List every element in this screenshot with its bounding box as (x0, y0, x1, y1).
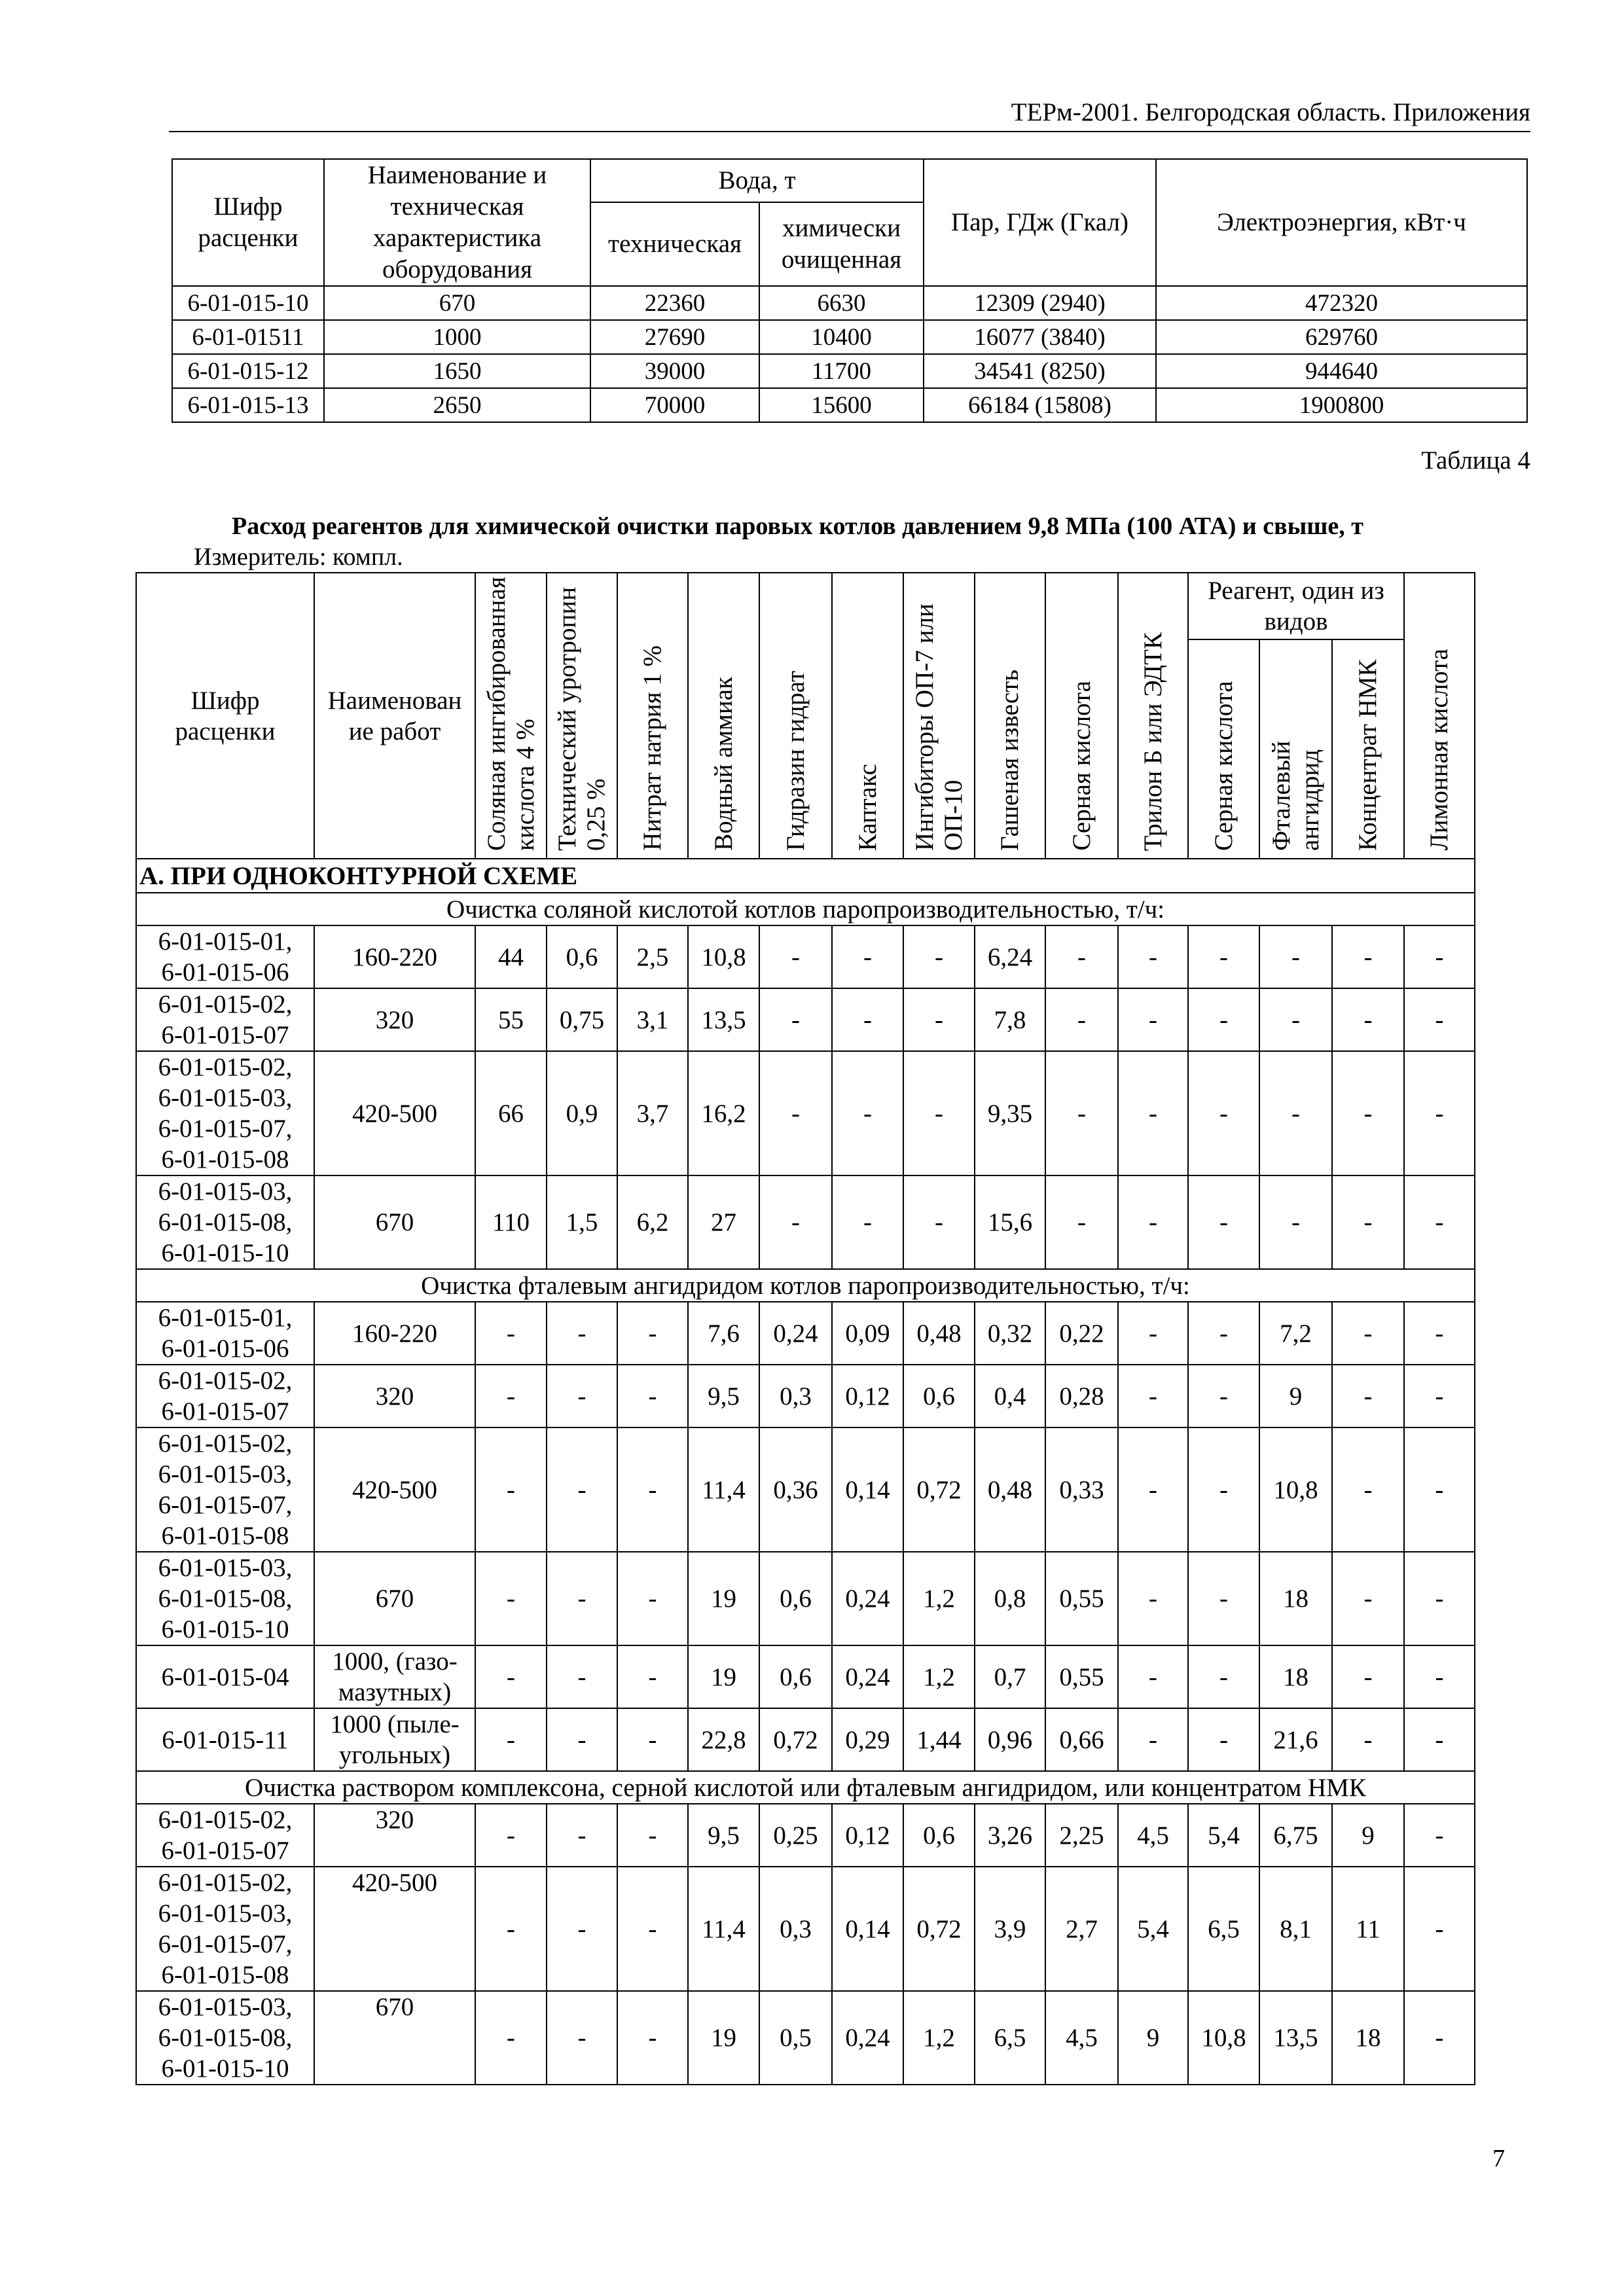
cell-value: - (617, 1427, 688, 1552)
cell-value: 6,75 (1259, 1804, 1332, 1867)
cell-water-chemical: 10400 (759, 320, 924, 354)
cell-value: - (1188, 1051, 1259, 1175)
cell-codes: 6-01-015-11 (136, 1708, 314, 1771)
subsection-hydrochloric (136, 893, 1475, 925)
cell-value: - (475, 1708, 547, 1771)
cell-value: - (547, 1991, 617, 2085)
cell-value: - (617, 1645, 688, 1708)
cell-water-technical: 27690 (590, 320, 759, 354)
table-row (136, 1645, 1475, 1708)
cell-value: - (1332, 1645, 1404, 1708)
cell-value: 3,9 (975, 1867, 1045, 1991)
cell-value: - (547, 1804, 617, 1867)
unit-label: Измеритель: компл. (194, 543, 403, 571)
subsection-hydrochloric-text: Очистка соляной кислотой котлов паропроизводительностью, т/ч: (446, 895, 1165, 924)
header-urotropine: Технический уротропин 0,25 % (547, 573, 617, 859)
header-equipment: Наименование и техническая характеристика оборудования (324, 159, 590, 286)
cell-water-technical: 70000 (590, 388, 759, 422)
cell-value: 7,6 (688, 1302, 759, 1365)
equipment-resources-table (171, 158, 1528, 423)
header-steam: Пар, ГДж (Гкал) (924, 159, 1156, 286)
cell-value: 13,5 (688, 988, 759, 1051)
cell-value: - (1118, 1552, 1188, 1645)
cell-value: 0,29 (832, 1708, 903, 1771)
cell-value: 0,12 (832, 1804, 903, 1867)
cell-codes: 6-01-015-03, 6-01-015-08, 6-01-015-10 (136, 1991, 314, 2085)
header-inhibitors: Ингибиторы ОП-7 или ОП-10 (903, 573, 975, 859)
cell-value: 8,1 (1259, 1867, 1332, 1991)
cell-electricity: 1900800 (1156, 388, 1527, 422)
running-header: ТЕРм-2001. Белгородская область. Приложения (1011, 98, 1530, 126)
cell-value: 0,7 (975, 1645, 1045, 1708)
cell-work-name: 160-220 (314, 925, 475, 988)
cell-value: 0,3 (759, 1867, 832, 1991)
cell-value: 0,48 (903, 1302, 975, 1365)
cell-value: - (1118, 1427, 1188, 1552)
cell-name: 670 (324, 286, 590, 320)
cell-value: 0,5 (759, 1991, 832, 2085)
cell-value: - (1118, 1365, 1188, 1427)
subsection-complexone (136, 1771, 1475, 1804)
cell-codes: 6-01-015-03, 6-01-015-08, 6-01-015-10 (136, 1175, 314, 1269)
header-reagent-phthalic: Фталевый ангидрид (1259, 639, 1332, 859)
cell-value: - (547, 1708, 617, 1771)
cell-value: - (1188, 1552, 1259, 1645)
header-ammonia: Водный аммиак (688, 573, 759, 859)
cell-work-name: 420-500 (314, 1427, 475, 1552)
cell-value: - (1118, 925, 1188, 988)
cell-value: 0,3 (759, 1365, 832, 1427)
header-slaked-lime: Гашеная известь (975, 573, 1045, 859)
table-row (136, 988, 1475, 1051)
cell-code: 6-01-01511 (172, 320, 324, 354)
cell-value: 3,7 (617, 1051, 688, 1175)
cell-name: 1650 (324, 354, 590, 388)
cell-codes: 6-01-015-02, 6-01-015-03, 6-01-015-07, 6-01-015-08 (136, 1427, 314, 1552)
cell-value: - (475, 1365, 547, 1427)
cell-value: 1,2 (903, 1552, 975, 1645)
cell-electricity: 629760 (1156, 320, 1527, 354)
cell-codes: 6-01-015-04 (136, 1645, 314, 1708)
header-water: Вода, т (590, 159, 924, 202)
cell-value: 18 (1332, 1991, 1404, 2085)
cell-value: - (617, 1991, 688, 2085)
cell-value: 19 (688, 1552, 759, 1645)
cell-value: 7,2 (1259, 1302, 1332, 1365)
cell-water-technical: 22360 (590, 286, 759, 320)
cell-value: - (1332, 1427, 1404, 1552)
cell-value: - (1045, 925, 1118, 988)
cell-value: - (547, 1302, 617, 1365)
header-sulfuric-acid: Серная кислота (1045, 573, 1118, 859)
cell-value: 9 (1118, 1991, 1188, 2085)
cell-value: 2,5 (617, 925, 688, 988)
cell-value: 16,2 (688, 1051, 759, 1175)
cell-value: - (1404, 1708, 1475, 1771)
cell-value: - (1118, 1645, 1188, 1708)
cell-value: - (1332, 1708, 1404, 1771)
cell-steam: 16077 (3840) (924, 320, 1156, 354)
cell-value: - (1118, 1302, 1188, 1365)
cell-work-name: 420-500 (314, 1867, 475, 1991)
reagents-table (135, 572, 1475, 2085)
table-row (136, 1427, 1475, 1552)
cell-value: - (759, 925, 832, 988)
cell-value: - (903, 988, 975, 1051)
subsection-complexone-text: Очистка раствором комплексона, серной кислотой или фталевым ангидридом, или концентратом НМК (245, 1773, 1366, 1802)
cell-value: - (1118, 1051, 1188, 1175)
cell-value: - (1259, 925, 1332, 988)
cell-value: 9 (1332, 1804, 1404, 1867)
table-row (172, 320, 1527, 354)
cell-value: 10,8 (688, 925, 759, 988)
cell-codes: 6-01-015-02, 6-01-015-03, 6-01-015-07, 6-01-015-08 (136, 1867, 314, 1991)
table-row (136, 1365, 1475, 1427)
subsection-phthalic (136, 1269, 1475, 1302)
cell-value: - (617, 1867, 688, 1991)
cell-value: - (1404, 1051, 1475, 1175)
header-trilon: Трилон Б или ЭДТК (1118, 573, 1188, 859)
cell-value: 3,1 (617, 988, 688, 1051)
table-row (136, 925, 1475, 988)
cell-codes: 6-01-015-02, 6-01-015-07 (136, 1804, 314, 1867)
header-work-name: Наименован ие работ (314, 573, 475, 859)
cell-value: - (903, 1051, 975, 1175)
header-reagent-group: Реагент, один из видов (1188, 573, 1404, 639)
cell-water-chemical: 6630 (759, 286, 924, 320)
cell-value: - (1404, 1365, 1475, 1427)
cell-value: 0,55 (1045, 1645, 1118, 1708)
cell-value: 19 (688, 1991, 759, 2085)
subsection-phthalic-text: Очистка фталевым ангидридом котлов паропроизводительностью, т/ч: (421, 1271, 1190, 1300)
cell-value: 0,72 (759, 1708, 832, 1771)
cell-value: - (617, 1708, 688, 1771)
cell-value: 9 (1259, 1365, 1332, 1427)
cell-value: 0,24 (832, 1552, 903, 1645)
cell-value: 6,2 (617, 1175, 688, 1269)
section-a-heading: А. ПРИ ОДНОКОНТУРНОЙ СХЕМЕ (136, 859, 1475, 893)
cell-value: 66 (475, 1051, 547, 1175)
cell-work-name: 320 (314, 1365, 475, 1427)
cell-code: 6-01-015-10 (172, 286, 324, 320)
cell-value: - (475, 1427, 547, 1552)
cell-value: - (547, 1365, 617, 1427)
table-row (136, 1708, 1475, 1771)
cell-value: - (1332, 1365, 1404, 1427)
cell-value: 0,09 (832, 1302, 903, 1365)
cell-value: 27 (688, 1175, 759, 1269)
table-row (136, 1175, 1475, 1269)
cell-value: 1,2 (903, 1991, 975, 2085)
cell-value: 0,96 (975, 1708, 1045, 1771)
header-kaptaks: Каптакс (832, 573, 903, 859)
cell-value: 0,32 (975, 1302, 1045, 1365)
cell-value: 0,66 (1045, 1708, 1118, 1771)
cell-value: 0,25 (759, 1804, 832, 1867)
cell-value: 0,6 (759, 1552, 832, 1645)
cell-value: 11,4 (688, 1427, 759, 1552)
cell-value: 22,8 (688, 1708, 759, 1771)
cell-value: 110 (475, 1175, 547, 1269)
cell-value: 55 (475, 988, 547, 1051)
cell-value: - (1404, 1645, 1475, 1708)
header-reagent-nmk: Концентрат НМК (1332, 639, 1404, 859)
cell-value: 0,72 (903, 1867, 975, 1991)
header-rule (169, 131, 1530, 132)
cell-name: 2650 (324, 388, 590, 422)
table-row (172, 388, 1527, 422)
header-water-chemical: химически очищенная (759, 202, 924, 286)
cell-value: - (759, 1051, 832, 1175)
cell-value: 10,8 (1259, 1427, 1332, 1552)
header-hydrochloric-acid: Соляная ингибированная кислота 4 % (475, 573, 547, 859)
cell-value: 6,5 (975, 1991, 1045, 2085)
cell-value: - (1332, 1552, 1404, 1645)
cell-water-chemical: 15600 (759, 388, 924, 422)
cell-value: 11,4 (688, 1867, 759, 1991)
table-row (136, 1867, 1475, 1991)
cell-value: - (1404, 1804, 1475, 1867)
cell-codes: 6-01-015-03, 6-01-015-08, 6-01-015-10 (136, 1552, 314, 1645)
cell-value: 10,8 (1188, 1991, 1259, 2085)
cell-value: - (832, 988, 903, 1051)
cell-value: - (547, 1552, 617, 1645)
page-number: 7 (1492, 2145, 1505, 2172)
cell-codes: 6-01-015-01, 6-01-015-06 (136, 1302, 314, 1365)
table-row (172, 286, 1527, 320)
cell-value: - (832, 925, 903, 988)
cell-work-name: 670 (314, 1552, 475, 1645)
subsection-hydrochloric-row (136, 893, 1475, 925)
cell-value: - (1332, 1051, 1404, 1175)
cell-value: - (1404, 1552, 1475, 1645)
header-hydrazine: Гидразин гидрат (759, 573, 832, 859)
cell-value: - (617, 1552, 688, 1645)
header-citric-acid: Лимонная кислота (1404, 573, 1475, 859)
cell-value: 0,9 (547, 1051, 617, 1175)
cell-value: 15,6 (975, 1175, 1045, 1269)
cell-value: 2,7 (1045, 1867, 1118, 1991)
cell-value: 0,8 (975, 1552, 1045, 1645)
cell-value: 0,4 (975, 1365, 1045, 1427)
subsection-phthalic-row (136, 1269, 1475, 1302)
cell-value: 0,24 (832, 1991, 903, 2085)
cell-value: 0,36 (759, 1427, 832, 1552)
cell-value: - (1045, 1051, 1118, 1175)
cell-value: 0,24 (759, 1302, 832, 1365)
cell-value: - (475, 1991, 547, 2085)
table-row (136, 1552, 1475, 1645)
header-code: Шифр расценки (172, 159, 324, 286)
cell-value: - (475, 1804, 547, 1867)
cell-work-name: 320 (314, 1804, 475, 1867)
cell-value: 1,2 (903, 1645, 975, 1708)
cell-work-name: 420-500 (314, 1051, 475, 1175)
cell-value: - (475, 1645, 547, 1708)
cell-work-name: 670 (314, 1991, 475, 2085)
cell-value: - (1404, 925, 1475, 988)
cell-value: - (1188, 1708, 1259, 1771)
cell-value: 4,5 (1045, 1991, 1118, 2085)
cell-electricity: 472320 (1156, 286, 1527, 320)
cell-value: - (617, 1302, 688, 1365)
cell-value: - (1259, 1051, 1332, 1175)
cell-value: 21,6 (1259, 1708, 1332, 1771)
cell-codes: 6-01-015-02, 6-01-015-07 (136, 1365, 314, 1427)
cell-work-name: 1000 (пыле- угольных) (314, 1708, 475, 1771)
cell-value: 44 (475, 925, 547, 988)
cell-codes: 6-01-015-01, 6-01-015-06 (136, 925, 314, 988)
cell-value: - (1332, 988, 1404, 1051)
cell-steam: 66184 (15808) (924, 388, 1156, 422)
cell-value: - (1404, 1991, 1475, 2085)
cell-value: 1,44 (903, 1708, 975, 1771)
cell-value: 0,6 (903, 1804, 975, 1867)
header-sodium-nitrate: Нитрат натрия 1 % (617, 573, 688, 859)
cell-value: 9,5 (688, 1365, 759, 1427)
cell-value: 4,5 (1118, 1804, 1188, 1867)
cell-work-name: 1000, (газо- мазутных) (314, 1645, 475, 1708)
cell-value: 5,4 (1188, 1804, 1259, 1867)
cell-value: 0,28 (1045, 1365, 1118, 1427)
cell-value: 0,24 (832, 1645, 903, 1708)
cell-value: 7,8 (975, 988, 1045, 1051)
cell-value: 18 (1259, 1552, 1332, 1645)
header-code: Шифр расценки (136, 573, 314, 859)
cell-value: - (1045, 988, 1118, 1051)
cell-code: 6-01-015-12 (172, 354, 324, 388)
cell-value: - (1332, 925, 1404, 988)
header-water-technical: техническая (590, 202, 759, 286)
cell-value: 0,55 (1045, 1552, 1118, 1645)
table-title: Расход реагентов для химической очистки паровых котлов давлением 9,8 МПа (100 АТА) и свыше, т (232, 512, 1363, 540)
cell-value: - (617, 1804, 688, 1867)
cell-value: 0,48 (975, 1427, 1045, 1552)
cell-value: - (1404, 1867, 1475, 1991)
cell-value: - (1188, 925, 1259, 988)
cell-value: - (1118, 988, 1188, 1051)
cell-value: - (1332, 1302, 1404, 1365)
cell-work-name: 320 (314, 988, 475, 1051)
table-row (136, 1991, 1475, 2085)
cell-work-name: 160-220 (314, 1302, 475, 1365)
table-row (136, 1302, 1475, 1365)
cell-value: - (1404, 988, 1475, 1051)
cell-value: 3,26 (975, 1804, 1045, 1867)
cell-name: 1000 (324, 320, 590, 354)
cell-codes: 6-01-015-02, 6-01-015-07 (136, 988, 314, 1051)
cell-value: - (903, 925, 975, 988)
cell-value: 6,24 (975, 925, 1045, 988)
cell-value: 5,4 (1118, 1867, 1188, 1991)
cell-value: - (475, 1552, 547, 1645)
cell-value: 0,33 (1045, 1427, 1118, 1552)
cell-value: 0,6 (903, 1365, 975, 1427)
table-row (172, 354, 1527, 388)
table-row (136, 1804, 1475, 1867)
cell-electricity: 944640 (1156, 354, 1527, 388)
cell-steam: 12309 (2940) (924, 286, 1156, 320)
cell-value: - (1188, 1645, 1259, 1708)
cell-value: 6,5 (1188, 1867, 1259, 1991)
cell-value: 0,75 (547, 988, 617, 1051)
table-number: Таблица 4 (1421, 446, 1530, 475)
cell-value: 9,5 (688, 1804, 759, 1867)
cell-value: - (547, 1645, 617, 1708)
cell-value: 0,6 (547, 925, 617, 988)
cell-value: 11 (1332, 1867, 1404, 1991)
cell-value: - (475, 1302, 547, 1365)
cell-value: 0,14 (832, 1867, 903, 1991)
subsection-complexone-row (136, 1771, 1475, 1804)
cell-value: 13,5 (1259, 1991, 1332, 2085)
cell-value: - (1045, 1175, 1118, 1269)
table-row (136, 1051, 1475, 1175)
cell-water-chemical: 11700 (759, 354, 924, 388)
cell-value: - (1188, 1427, 1259, 1552)
cell-value: - (1332, 1175, 1404, 1269)
cell-value: 18 (1259, 1645, 1332, 1708)
cell-value: - (1259, 988, 1332, 1051)
cell-value: - (547, 1867, 617, 1991)
cell-value: 0,14 (832, 1427, 903, 1552)
cell-value: - (475, 1867, 547, 1991)
cell-value: - (759, 988, 832, 1051)
cell-value: - (759, 1175, 832, 1269)
cell-value: 0,72 (903, 1427, 975, 1552)
cell-steam: 34541 (8250) (924, 354, 1156, 388)
cell-value: - (1188, 988, 1259, 1051)
cell-value: 1,5 (547, 1175, 617, 1269)
cell-value: - (1188, 1302, 1259, 1365)
cell-value: - (1118, 1175, 1188, 1269)
cell-value: - (617, 1365, 688, 1427)
cell-value: - (1188, 1175, 1259, 1269)
cell-value: 0,6 (759, 1645, 832, 1708)
cell-value: 2,25 (1045, 1804, 1118, 1867)
cell-value: - (832, 1175, 903, 1269)
cell-value: - (1404, 1175, 1475, 1269)
cell-value: 0,12 (832, 1365, 903, 1427)
cell-value: - (1259, 1175, 1332, 1269)
cell-value: 19 (688, 1645, 759, 1708)
cell-value: 0,22 (1045, 1302, 1118, 1365)
header-electricity: Электроэнергия, кВт·ч (1156, 159, 1527, 286)
cell-value: - (832, 1051, 903, 1175)
cell-value: - (1404, 1302, 1475, 1365)
cell-work-name: 670 (314, 1175, 475, 1269)
cell-value: 9,35 (975, 1051, 1045, 1175)
cell-value: - (903, 1175, 975, 1269)
cell-code: 6-01-015-13 (172, 388, 324, 422)
cell-value: - (1404, 1427, 1475, 1552)
cell-value: - (1118, 1708, 1188, 1771)
cell-codes: 6-01-015-02, 6-01-015-03, 6-01-015-07, 6-01-015-08 (136, 1051, 314, 1175)
cell-value: - (547, 1427, 617, 1552)
cell-water-technical: 39000 (590, 354, 759, 388)
cell-value: - (1188, 1365, 1259, 1427)
header-reagent-sulfuric: Серная кислота (1188, 639, 1259, 859)
